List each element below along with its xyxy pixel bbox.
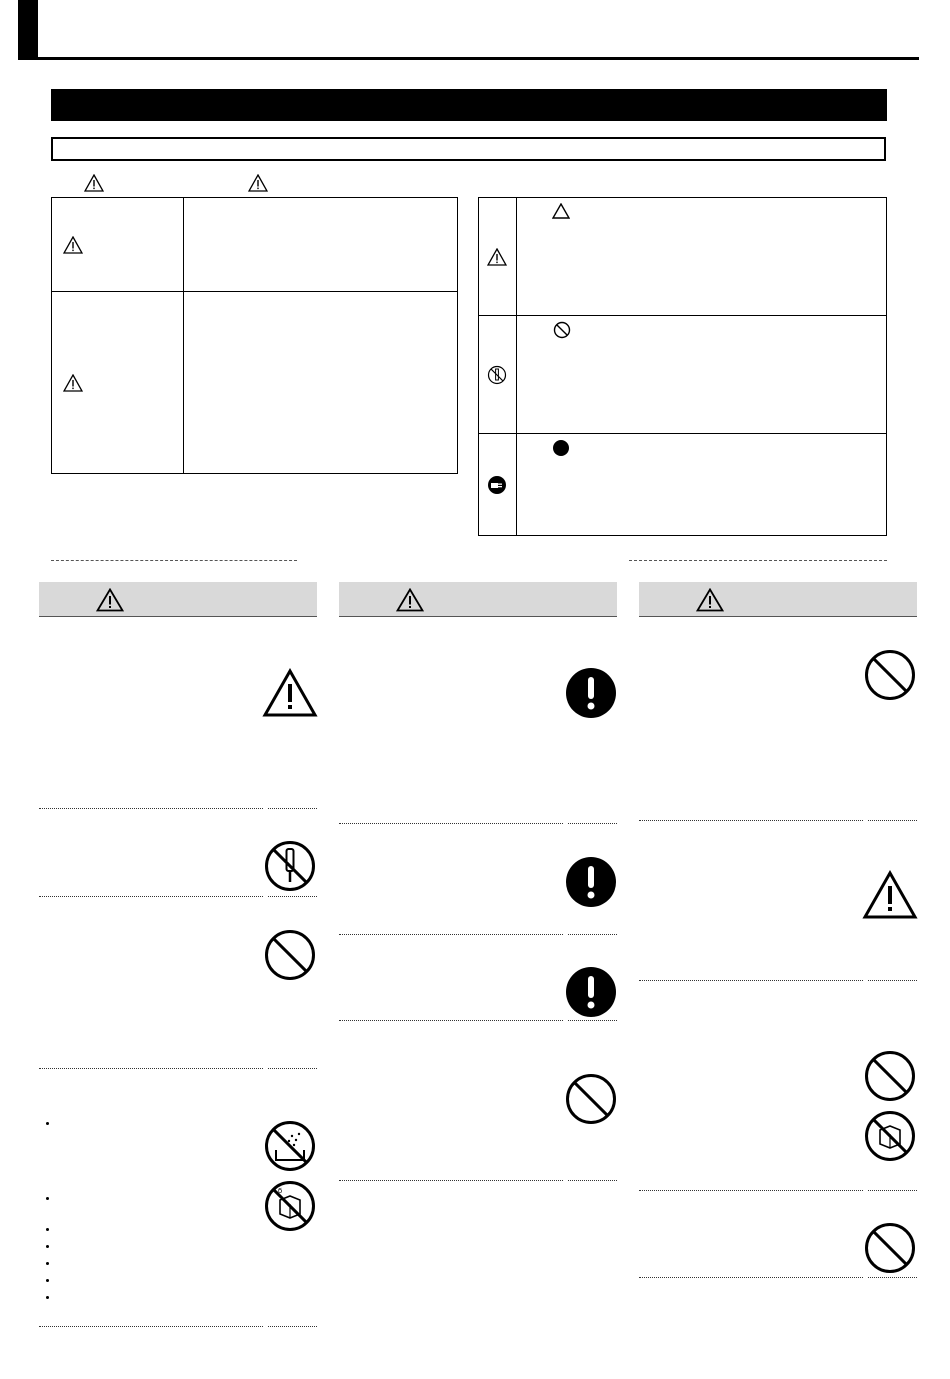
- page-header-tab: [18, 0, 38, 60]
- prohibited-circle-icon: [565, 1073, 617, 1125]
- drop-glyph: ϭ: [278, 1187, 283, 1195]
- caution-description-cell: [184, 292, 458, 474]
- item-divider: [868, 980, 917, 981]
- no-wet-hands-icon: [264, 1180, 316, 1232]
- item-divider: [868, 820, 917, 821]
- item-divider: [868, 1277, 917, 1278]
- list-bullet: [46, 1262, 49, 1265]
- page-header-rule: [18, 57, 919, 60]
- item-divider: [568, 1180, 617, 1181]
- item-divider: [339, 934, 563, 935]
- prohibited-circle-icon: [264, 929, 316, 981]
- item-divider: [868, 1190, 917, 1191]
- item-divider: [568, 1020, 617, 1021]
- caution-triangle-icon: [63, 374, 83, 392]
- item-divider: [39, 808, 263, 809]
- caution-triangle-icon: [248, 174, 268, 192]
- triangle-symbol-icon: [552, 203, 570, 219]
- list-bullet: [46, 1279, 49, 1282]
- caution-triangle-icon: [696, 588, 724, 612]
- divider: [629, 560, 887, 561]
- symbol-definitions-table: [478, 197, 887, 536]
- item-divider: [568, 934, 617, 935]
- caution-triangle-icon: [396, 588, 424, 612]
- list-bullet: [46, 1228, 49, 1231]
- prohibited-circle-icon: [864, 1050, 916, 1102]
- item-divider: [339, 823, 563, 824]
- symbol-caution-cell: [479, 198, 517, 316]
- warning-caution-definitions-table: [51, 197, 458, 474]
- symbol-prohibited-description: [517, 316, 887, 434]
- list-bullet: [46, 1197, 49, 1200]
- prohibited-circle-icon: [864, 1222, 916, 1274]
- item-divider: [568, 823, 617, 824]
- list-bullet: [46, 1245, 49, 1248]
- item-divider: [639, 1277, 863, 1278]
- list-bullet: [46, 1296, 49, 1299]
- caution-triangle-icon: [96, 588, 124, 612]
- column-1-warning-header: [39, 582, 317, 617]
- no-disassembly-icon: [264, 840, 316, 892]
- mandatory-exclamation-icon: [565, 667, 617, 719]
- item-divider: [268, 896, 317, 897]
- item-divider: [339, 1020, 563, 1021]
- item-divider: [39, 1068, 263, 1069]
- section-subtitle-box: [51, 137, 886, 161]
- prohibited-circle-icon: [864, 649, 916, 701]
- no-wet-hands-icon: [864, 1110, 916, 1162]
- caution-triangle-icon: [84, 174, 104, 192]
- item-divider: [339, 1180, 563, 1181]
- caution-triangle-icon: [63, 236, 83, 254]
- item-divider: [639, 820, 863, 821]
- column-3-warning-header: [639, 582, 917, 617]
- symbol-mandatory-description: [517, 434, 887, 536]
- symbol-prohibited-cell: [479, 316, 517, 434]
- column-2-warning-header: [339, 582, 617, 617]
- caution-triangle-icon: [487, 248, 507, 266]
- list-bullet: [46, 1122, 49, 1125]
- caution-triangle-icon: [262, 668, 318, 718]
- mandatory-dot-icon: [552, 439, 570, 457]
- no-water-icon: [264, 1120, 316, 1172]
- item-divider: [39, 896, 263, 897]
- caution-triangle-icon: [862, 870, 918, 920]
- divider: [51, 560, 297, 561]
- item-divider: [639, 980, 863, 981]
- item-divider: [268, 1068, 317, 1069]
- item-divider: [268, 1326, 317, 1327]
- warning-description-cell: [184, 198, 458, 292]
- warning-label-cell: [52, 198, 184, 292]
- item-divider: [268, 808, 317, 809]
- item-divider: [639, 1190, 863, 1191]
- no-disassembly-icon: [487, 365, 507, 385]
- symbol-mandatory-cell: [479, 434, 517, 536]
- prohibited-circle-icon: [553, 321, 571, 339]
- unplug-icon: [487, 475, 507, 495]
- mandatory-exclamation-icon: [565, 966, 617, 1018]
- item-divider: [39, 1326, 263, 1327]
- symbol-caution-description: [517, 198, 887, 316]
- caution-label-cell: [52, 292, 184, 474]
- section-title-band: [51, 89, 887, 121]
- mandatory-exclamation-icon: [565, 856, 617, 908]
